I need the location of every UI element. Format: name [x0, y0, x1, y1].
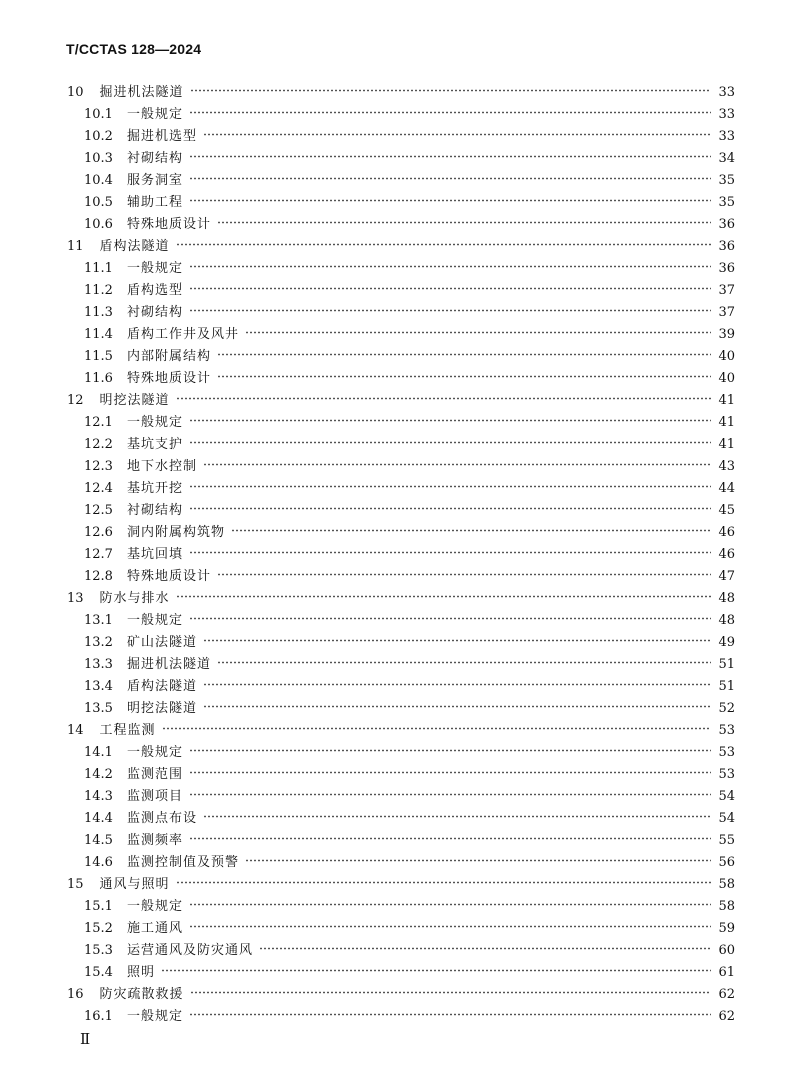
toc-entry-number: 12.2 [84, 437, 113, 452]
toc-entry-title: 防水与排水 [99, 591, 170, 606]
toc-entry-title: 辅助工程 [126, 195, 183, 210]
toc-section-entry[interactable] [67, 148, 735, 170]
toc-dot-leader [189, 281, 711, 294]
toc-entry-title: 服务洞室 [126, 173, 183, 188]
toc-entry-title: 监测频率 [126, 833, 183, 848]
toc-entry-number: 10.4 [84, 173, 113, 188]
toc-entry-title: 一般规定 [126, 899, 183, 914]
toc-dot-leader [176, 391, 711, 404]
toc-entry-number: 10.5 [84, 195, 113, 210]
toc-entry-title: 照明 [126, 965, 155, 980]
toc-entry-number: 16 [67, 987, 84, 1002]
toc-entry-page: 36 [718, 261, 735, 276]
toc-entry-number: 12.1 [84, 415, 113, 430]
toc-chapter-entry[interactable] [67, 874, 735, 896]
toc-chapter-entry[interactable] [67, 588, 735, 610]
toc-entry-page: 51 [718, 679, 735, 694]
toc-entry-number: 11.1 [84, 261, 113, 276]
toc-dot-leader [189, 413, 711, 426]
toc-section-entry[interactable] [67, 808, 735, 830]
toc-dot-leader [189, 501, 711, 514]
toc-chapter-entry[interactable] [67, 390, 735, 412]
toc-dot-leader [190, 83, 711, 96]
toc-section-entry[interactable] [67, 896, 735, 918]
toc-entry-title: 一般规定 [126, 1009, 183, 1024]
toc-dot-leader [245, 853, 711, 866]
toc-dot-leader [245, 325, 711, 338]
toc-entry-number: 11.3 [84, 305, 113, 320]
toc-entry-page: 37 [718, 305, 735, 320]
document-code-header: T/CCTAS 128—2024 [66, 41, 202, 57]
toc-section-entry[interactable] [67, 478, 735, 500]
toc-entry-title: 盾构工作井及风井 [126, 327, 239, 342]
toc-section-entry[interactable] [67, 962, 735, 984]
toc-section-entry[interactable] [67, 302, 735, 324]
toc-dot-leader [189, 435, 711, 448]
toc-entry-number: 12.4 [84, 481, 113, 496]
toc-entry-number: 11 [67, 239, 84, 254]
toc-entry-number: 14.1 [84, 745, 113, 760]
toc-entry-number: 14.5 [84, 833, 113, 848]
toc-section-entry[interactable] [67, 786, 735, 808]
toc-section-entry[interactable] [67, 258, 735, 280]
toc-entry-page: 39 [718, 327, 735, 342]
toc-entry-title: 基坑开挖 [126, 481, 183, 496]
toc-section-entry[interactable] [67, 852, 735, 874]
toc-entry-number: 10.6 [84, 217, 113, 232]
toc-entry-title: 一般规定 [126, 745, 183, 760]
toc-section-entry[interactable] [67, 214, 735, 236]
toc-entry-title: 工程监测 [99, 723, 156, 738]
toc-entry-page: 44 [718, 481, 735, 496]
toc-entry-number: 13.1 [84, 613, 113, 628]
toc-entry-title: 盾构法隧道 [126, 679, 197, 694]
toc-entry-title: 基坑回填 [126, 547, 183, 562]
toc-entry-title: 防灾疏散救援 [99, 987, 184, 1002]
toc-entry-page: 35 [718, 195, 735, 210]
toc-dot-leader [189, 545, 711, 558]
toc-chapter-entry[interactable] [67, 720, 735, 742]
toc-entry-title: 掘进机法隧道 [99, 85, 184, 100]
toc-entry-page: 33 [718, 107, 735, 122]
toc-entry-title: 特殊地质设计 [126, 371, 211, 386]
toc-entry-page: 41 [718, 393, 735, 408]
toc-entry-page: 36 [718, 239, 735, 254]
toc-entry-title: 明挖法隧道 [126, 701, 197, 716]
toc-entry-title: 一般规定 [126, 107, 183, 122]
toc-entry-number: 13.2 [84, 635, 113, 650]
toc-entry-number: 14.4 [84, 811, 113, 826]
toc-section-entry[interactable] [67, 918, 735, 940]
toc-dot-leader [162, 721, 711, 734]
toc-entry-page: 41 [718, 437, 735, 452]
toc-dot-leader [203, 127, 711, 140]
toc-section-entry[interactable] [67, 280, 735, 302]
toc-dot-leader [189, 919, 711, 932]
toc-entry-page: 41 [718, 415, 735, 430]
toc-dot-leader [203, 809, 711, 822]
toc-dot-leader [203, 677, 711, 690]
toc-entry-page: 36 [718, 217, 735, 232]
toc-entry-title: 掘进机选型 [126, 129, 197, 144]
toc-dot-leader [189, 831, 711, 844]
toc-entry-title: 通风与照明 [99, 877, 170, 892]
toc-entry-number: 11.6 [84, 371, 113, 386]
toc-entry-title: 监测项目 [126, 789, 183, 804]
toc-dot-leader [189, 1007, 711, 1020]
toc-section-entry[interactable] [67, 126, 735, 148]
toc-entry-title: 特殊地质设计 [126, 217, 211, 232]
toc-entry-page: 61 [718, 965, 735, 980]
toc-entry-number: 11.2 [84, 283, 113, 298]
toc-entry-page: 37 [718, 283, 735, 298]
toc-entry-number: 14.2 [84, 767, 113, 782]
toc-entry-number: 10.2 [84, 129, 113, 144]
toc-section-entry[interactable] [67, 456, 735, 478]
toc-section-entry[interactable] [67, 544, 735, 566]
toc-dot-leader [217, 567, 711, 580]
toc-dot-leader [231, 523, 711, 536]
toc-section-entry[interactable] [67, 830, 735, 852]
toc-section-entry[interactable] [67, 104, 735, 126]
toc-entry-title: 衬砌结构 [126, 305, 183, 320]
toc-entry-title: 衬砌结构 [126, 151, 183, 166]
toc-entry-page: 60 [718, 943, 735, 958]
toc-entry-page: 33 [718, 129, 735, 144]
toc-entry-page: 54 [718, 811, 735, 826]
toc-dot-leader [189, 897, 711, 910]
toc-entry-page: 34 [718, 151, 735, 166]
toc-entry-page: 62 [718, 1009, 735, 1024]
toc-entry-page: 49 [718, 635, 735, 650]
toc-entry-page: 46 [718, 547, 735, 562]
toc-dot-leader [189, 259, 711, 272]
toc-section-entry[interactable] [67, 940, 735, 962]
toc-section-entry[interactable] [67, 522, 735, 544]
toc-dot-leader [189, 171, 711, 184]
toc-dot-leader [189, 149, 711, 162]
toc-entry-number: 13.5 [84, 701, 113, 716]
toc-entry-page: 47 [718, 569, 735, 584]
toc-section-entry[interactable] [67, 610, 735, 632]
toc-dot-leader [259, 941, 711, 954]
toc-entry-page: 48 [718, 591, 735, 606]
toc-section-entry[interactable] [67, 566, 735, 588]
table-of-contents [67, 82, 735, 1028]
toc-entry-page: 40 [718, 371, 735, 386]
toc-entry-page: 53 [718, 723, 735, 738]
toc-entry-title: 一般规定 [126, 613, 183, 628]
toc-entry-page: 58 [718, 899, 735, 914]
toc-dot-leader [189, 787, 711, 800]
toc-section-entry[interactable] [67, 632, 735, 654]
toc-chapter-entry[interactable] [67, 236, 735, 258]
toc-entry-page: 58 [718, 877, 735, 892]
toc-entry-number: 14 [67, 723, 84, 738]
toc-entry-page: 46 [718, 525, 735, 540]
page-number-footer: Ⅱ [80, 1030, 91, 1048]
toc-dot-leader [217, 369, 711, 382]
toc-entry-number: 12.3 [84, 459, 113, 474]
toc-entry-title: 洞内附属构筑物 [126, 525, 225, 540]
toc-entry-number: 10.1 [84, 107, 113, 122]
toc-entry-number: 15.2 [84, 921, 113, 936]
toc-entry-title: 一般规定 [126, 415, 183, 430]
toc-entry-number: 15 [67, 877, 84, 892]
toc-section-entry[interactable] [67, 346, 735, 368]
toc-section-entry[interactable] [67, 676, 735, 698]
toc-section-entry[interactable] [67, 764, 735, 786]
toc-entry-title: 一般规定 [126, 261, 183, 276]
toc-entry-title: 矿山法隧道 [126, 635, 197, 650]
toc-dot-leader [203, 633, 711, 646]
toc-section-entry[interactable] [67, 324, 735, 346]
toc-entry-number: 15.4 [84, 965, 113, 980]
toc-dot-leader [217, 655, 711, 668]
toc-entry-page: 43 [718, 459, 735, 474]
toc-entry-number: 12.5 [84, 503, 113, 518]
toc-dot-leader [217, 347, 711, 360]
toc-entry-page: 33 [718, 85, 735, 100]
toc-entry-title: 地下水控制 [126, 459, 197, 474]
toc-entry-title: 施工通风 [126, 921, 183, 936]
toc-entry-number: 14.3 [84, 789, 113, 804]
toc-entry-number: 10 [67, 85, 84, 100]
toc-dot-leader [189, 479, 711, 492]
toc-dot-leader [203, 699, 711, 712]
toc-entry-number: 12 [67, 393, 84, 408]
toc-dot-leader [189, 193, 711, 206]
toc-entry-number: 12.6 [84, 525, 113, 540]
toc-entry-title: 监测点布设 [126, 811, 197, 826]
toc-entry-title: 掘进机法隧道 [126, 657, 211, 672]
toc-dot-leader [176, 237, 711, 250]
toc-section-entry[interactable] [67, 170, 735, 192]
toc-dot-leader [190, 985, 711, 998]
toc-entry-title: 监测控制值及预警 [126, 855, 239, 870]
toc-entry-page: 55 [718, 833, 735, 848]
toc-dot-leader [189, 743, 711, 756]
toc-dot-leader [189, 105, 711, 118]
toc-dot-leader [217, 215, 711, 228]
toc-entry-number: 15.1 [84, 899, 113, 914]
toc-entry-page: 56 [718, 855, 735, 870]
toc-entry-page: 51 [718, 657, 735, 672]
toc-entry-page: 53 [718, 745, 735, 760]
toc-entry-number: 12.7 [84, 547, 113, 562]
toc-section-entry[interactable] [67, 500, 735, 522]
toc-entry-page: 35 [718, 173, 735, 188]
toc-entry-number: 13.3 [84, 657, 113, 672]
toc-section-entry[interactable] [67, 698, 735, 720]
toc-entry-title: 特殊地质设计 [126, 569, 211, 584]
toc-entry-number: 12.8 [84, 569, 113, 584]
toc-entry-title: 盾构法隧道 [99, 239, 170, 254]
toc-entry-page: 53 [718, 767, 735, 782]
toc-dot-leader [189, 611, 711, 624]
toc-dot-leader [189, 303, 711, 316]
toc-entry-number: 13.4 [84, 679, 113, 694]
toc-section-entry[interactable] [67, 742, 735, 764]
toc-entry-number: 10.3 [84, 151, 113, 166]
toc-section-entry[interactable] [67, 412, 735, 434]
toc-entry-title: 盾构选型 [126, 283, 183, 298]
toc-entry-title: 监测范围 [126, 767, 183, 782]
toc-entry-title: 明挖法隧道 [99, 393, 170, 408]
toc-entry-page: 40 [718, 349, 735, 364]
toc-entry-page: 59 [718, 921, 735, 936]
toc-dot-leader [176, 589, 711, 602]
toc-chapter-entry[interactable] [67, 82, 735, 104]
toc-entry-page: 52 [718, 701, 735, 716]
toc-entry-page: 54 [718, 789, 735, 804]
toc-entry-title: 基坑支护 [126, 437, 183, 452]
toc-dot-leader [176, 875, 711, 888]
toc-dot-leader [161, 963, 711, 976]
toc-section-entry[interactable] [67, 654, 735, 676]
toc-entry-page: 45 [718, 503, 735, 518]
toc-entry-number: 15.3 [84, 943, 113, 958]
toc-dot-leader [189, 765, 711, 778]
toc-entry-title: 衬砌结构 [126, 503, 183, 518]
toc-entry-number: 11.4 [84, 327, 113, 342]
toc-entry-page: 48 [718, 613, 735, 628]
toc-dot-leader [203, 457, 711, 470]
toc-section-entry[interactable] [67, 368, 735, 390]
toc-entry-title: 内部附属结构 [126, 349, 211, 364]
toc-entry-number: 16.1 [84, 1009, 113, 1024]
toc-entry-number: 14.6 [84, 855, 113, 870]
toc-section-entry[interactable] [67, 434, 735, 456]
toc-entry-page: 62 [718, 987, 735, 1002]
toc-section-entry[interactable] [67, 1006, 735, 1028]
toc-entry-title: 运营通风及防灾通风 [126, 943, 253, 958]
toc-section-entry[interactable] [67, 192, 735, 214]
toc-chapter-entry[interactable] [67, 984, 735, 1006]
toc-entry-number: 11.5 [84, 349, 113, 364]
toc-entry-number: 13 [67, 591, 84, 606]
